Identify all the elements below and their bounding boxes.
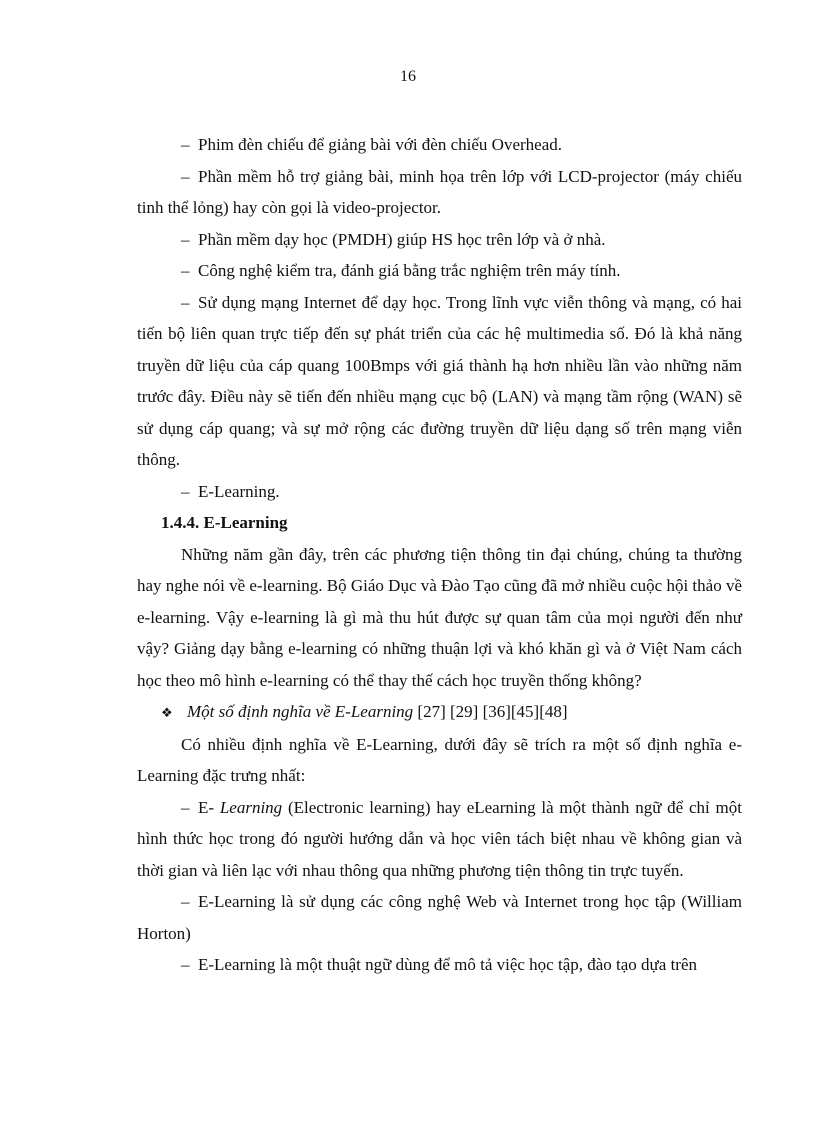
definitions-refs: [27] [29] [36][45][48] [413, 702, 568, 721]
definitions-title: Một số định nghĩa về E-Learning [187, 702, 414, 721]
section-heading: 1.4.4. E-Learning [161, 513, 288, 532]
dash-bullet: – [181, 481, 190, 501]
definition-item: – E-Learning là sử dụng các công nghệ Web và Internet trong học tập (William Horton) [137, 886, 742, 949]
list-item: – Phần mềm hỗ trợ giảng bài, minh họa trên lớp với LCD-projector (máy chiếu tinh thể lỏng) hay còn gọi là video-projector. [137, 161, 742, 224]
list-item: – E-Learning. [137, 476, 742, 508]
list-item: – Phần mềm dạy học (PMDH) giúp HS học trên lớp và ở nhà. [137, 224, 742, 256]
dash-bullet: – [181, 797, 190, 817]
dash-bullet: – [181, 135, 190, 154]
list-item: – Công nghệ kiểm tra, đánh giá bằng trắc nghiệm trên máy tính. [137, 255, 742, 287]
list-item: – Phim đèn chiếu để giảng bài với đèn chiếu Overhead. [137, 129, 742, 161]
definition-item: – E- Learning (Electronic learning) hay eLearning là một thành ngữ để chỉ một hình thức học trong đó người hướng dẫn và học viên tách biệt nhau về không gian và thời gian và liên lạc với nhau thông qua những phương tiện thông tin trực tuyến. [137, 792, 742, 887]
page-body [137, 129, 742, 981]
dash-bullet: – [181, 166, 190, 186]
page-number: 16 [400, 68, 416, 85]
dash-bullet: – [181, 261, 190, 280]
diamond-bullet-icon: ❖ [161, 705, 173, 720]
dash-bullet: – [181, 892, 190, 911]
definitions-heading [137, 696, 742, 729]
dash-bullet: – [181, 955, 190, 974]
definitions-intro: Có nhiều định nghĩa về E-Learning, dưới đây sẽ trích ra một số định nghĩa e-Learning đặc trưng nhất: [137, 734, 742, 785]
list-item: – Sử dụng mạng Internet để dạy học. Trong lĩnh vực viễn thông và mạng, có hai tiến bộ liên quan trực tiếp đến sự phát triển của các hệ multimedia số. Đó là khả năng truyền dữ liệu của cáp quang 100Bmps với giá thành hạ hơn nhiều lần vào những năm trước đây. Điều này sẽ tiến đến nhiều mạng cục bộ (LAN) và mạng tầm rộng (WAN) sẽ sử dụng cáp quang; và sự mở rộng các đường truyền dữ liệu dạng số trên mạng viễn thông. [137, 287, 742, 476]
intro-paragraph: Những năm gần đây, trên các phương tiện thông tin đại chúng, chúng ta thường hay nghe nói về e-learning. Bộ Giáo Dục và Đào Tạo cũng đã mở nhiều cuộc hội thảo về e-learning. Vậy e-learning là gì mà thu hút được sự quan tâm của mọi người đến như vậy? Giảng dạy bằng e-learning có những thuận lợi và khó khăn gì và ở Việt Nam cách học theo mô hình e-learning có thể thay thế cách học truyền thống không? [137, 544, 742, 690]
dash-bullet: – [181, 229, 190, 249]
dash-bullet: – [181, 292, 190, 312]
definition-item: – E-Learning là một thuật ngữ dùng để mô tả việc học tập, đào tạo dựa trên [137, 949, 742, 981]
